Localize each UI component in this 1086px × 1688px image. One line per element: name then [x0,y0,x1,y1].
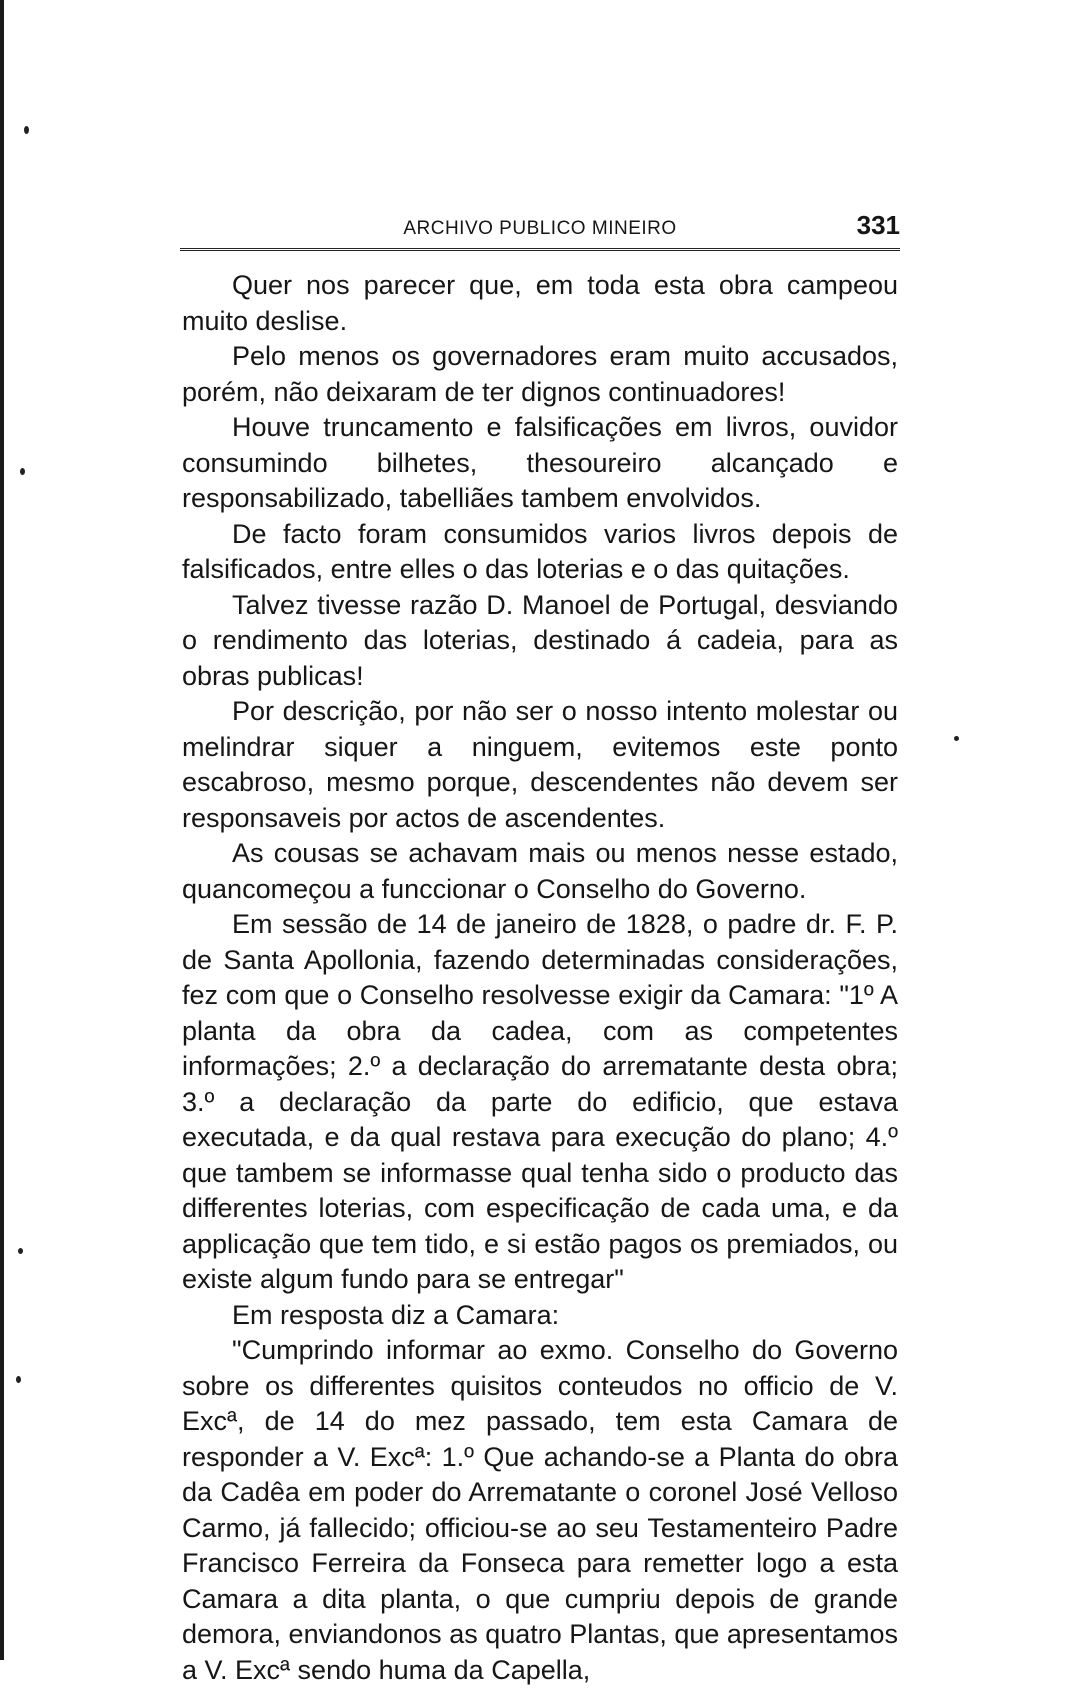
paragraph: De facto foram consumidos varios livros depois de falsificados, entre elles o das loterias e o das quitações. [182,518,898,584]
paragraph: Talvez tivesse razão D. Manoel de Portugal, desviando o rendimento das loterias, destinado á cadeia, para as obras publicas! [182,589,898,691]
page-number: 331 [856,210,900,240]
paragraph: Por descrição, por não ser o nosso intento molestar ou melindrar siquer a ninguem, evitemos este ponto escabroso, mesmo porque, descendentes não devem ser responsaveis por actos de ascendentes. [182,696,898,833]
paragraph: Pelo menos os governadores eram muito accusados, porém, não deixaram de ter dignos continuadores! [182,341,898,407]
body-text [182,268,898,1688]
ink-speck [18,1248,23,1254]
paragraph: Quer nos parecer que, em toda esta obra campeou muito deslise. [182,270,898,336]
page-header [180,206,900,246]
scan-edge-shadow [0,0,4,1660]
ink-speck [16,1376,21,1383]
ink-speck [954,736,959,741]
ink-speck [24,126,29,134]
header-rule [180,248,900,251]
paragraph: As cousas se achavam mais ou menos nesse estado, quancomeçou a funccionar o Conselho do Governo. [182,838,898,904]
paragraph: Em resposta diz a Camara: [232,1299,560,1330]
paragraph: Em sessão de 14 de janeiro de 1828, o padre dr. F. P. de Santa Apollonia, fazendo determinadas considerações, fez com que o Conselho resolvesse exigir da Camara: "1º A planta da obra da cadea, com as competentes informações; 2.º a declaração do arrematante desta obra; 3.º a declaração da parte do edificio, que estava executada, e da qual restava para execução do plano; 4.º que tambem se informasse qual tenha sido o producto das differentes loterias, com especificação de cada uma, e da applicação que tem tido, e si estão pagos os premiados, ou existe algum fundo para se entregar" [182,909,898,1294]
paragraph: Houve truncamento e falsificações em livros, ouvidor consumindo bilhetes, thesoureiro alcançado e responsabilizado, tabelliães tambem envolvidos. [182,412,898,513]
paragraph: "Cumprindo informar ao exmo. Conselho do Governo sobre os differentes quisitos conteudos no officio de V. Excª, de 14 do mez passado, tem esta Camara de responder a V. Excª: 1.º Que achando-se a Planta do obra da Cadêa em poder do Arrematante o coronel José Velloso Carmo, já fallecido; officiou-se ao seu Testamenteiro Padre Francisco Ferreira da Fonseca para remetter logo a esta Camara a dita planta, o que cumpriu depois de grande demora, enviandonos as quatro Plantas, que apresentamos a V. Excª sendo huma da Capella, [182,1335,898,1685]
running-head: ARCHIVO PUBLICO MINEIRO [403,218,677,239]
ink-speck [20,468,25,475]
